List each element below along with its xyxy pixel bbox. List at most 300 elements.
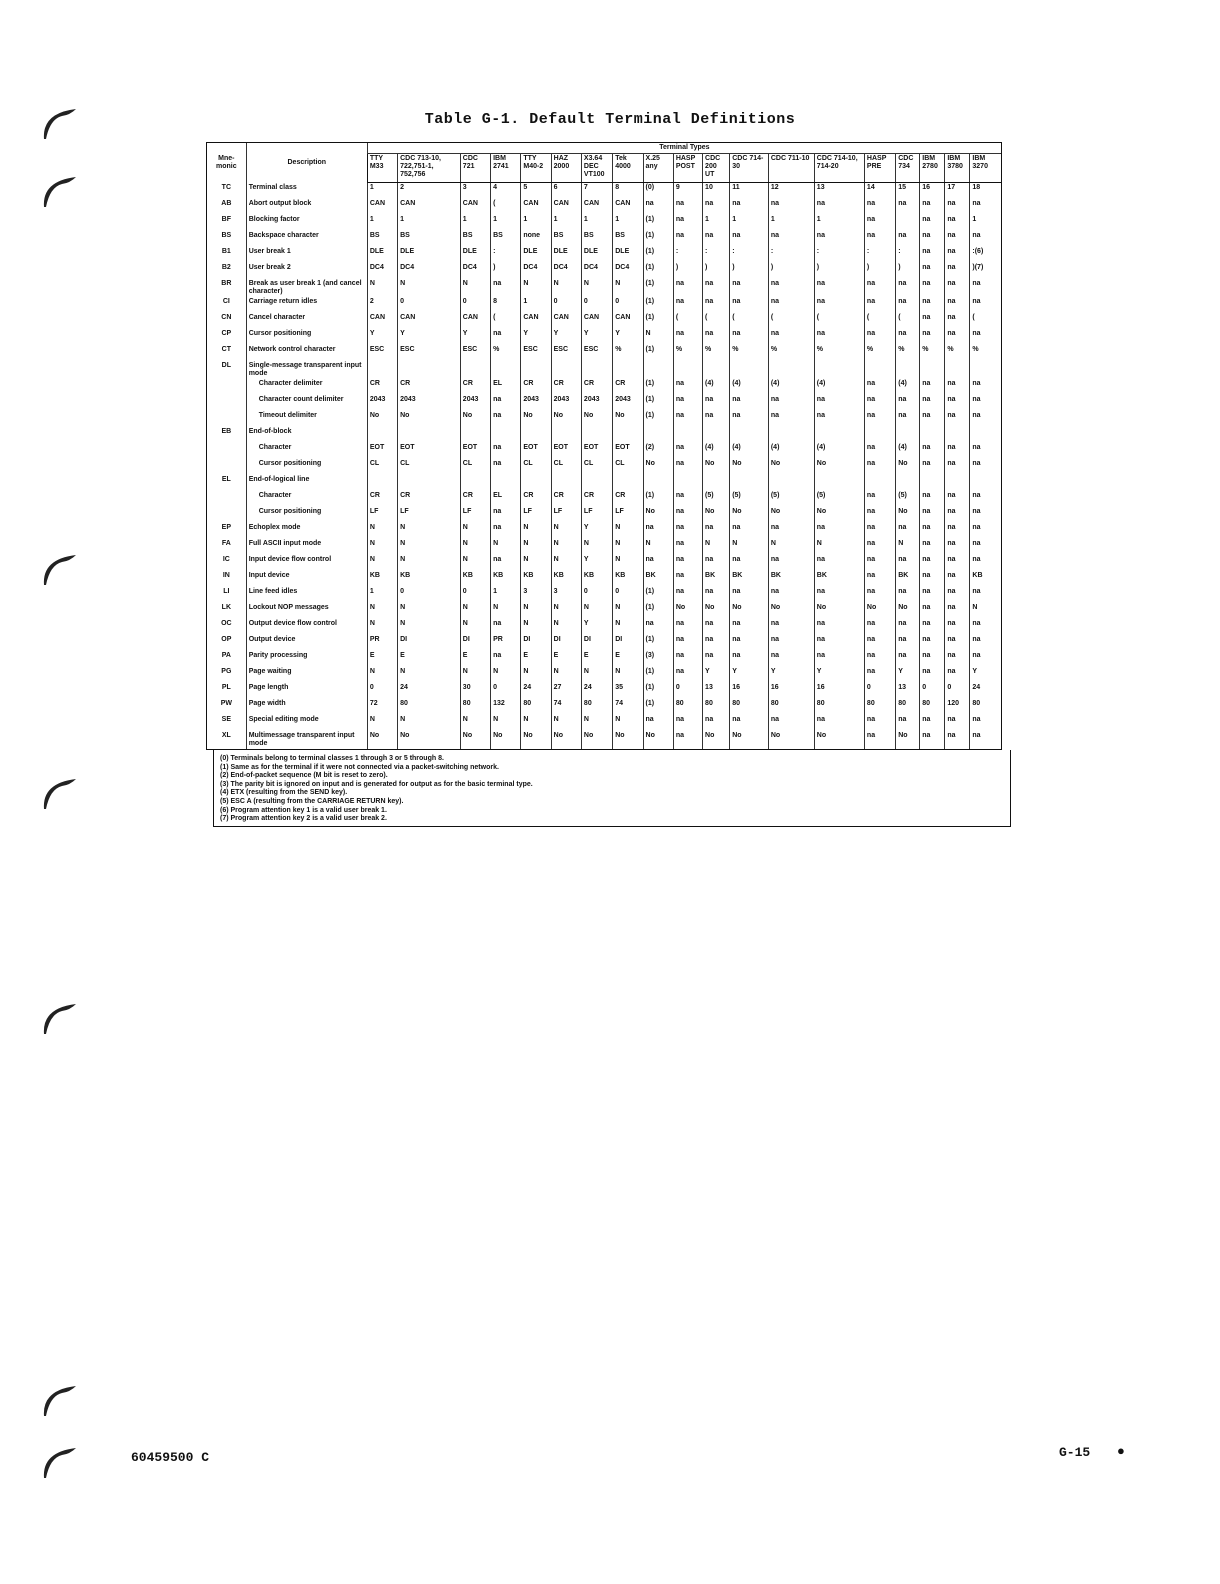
- table-footnotes: [213, 750, 1011, 827]
- value-cell: na: [945, 411, 970, 427]
- value-cell: na: [945, 555, 970, 571]
- mnemonic-cell: [207, 459, 247, 475]
- value-cell: DC4: [581, 263, 612, 279]
- value-cell: na: [920, 539, 945, 555]
- value-cell: na: [673, 619, 702, 635]
- value-cell: na: [920, 313, 945, 329]
- table-row: [207, 635, 1002, 651]
- value-cell: na: [673, 279, 702, 297]
- description-cell: Cursor positioning: [246, 459, 367, 475]
- value-cell: 1: [581, 215, 612, 231]
- value-cell: [703, 361, 730, 379]
- value-cell: na: [768, 587, 814, 603]
- value-cell: LF: [398, 507, 461, 523]
- value-cell: DLE: [581, 247, 612, 263]
- value-cell: (1): [643, 587, 673, 603]
- mnemonic-cell: PA: [207, 651, 247, 667]
- value-cell: na: [896, 619, 920, 635]
- value-cell: na: [920, 523, 945, 539]
- table-title: Table G-1. Default Terminal Definitions: [424, 111, 796, 128]
- value-cell: na: [768, 297, 814, 313]
- value-cell: na: [673, 507, 702, 523]
- value-cell: DI: [398, 635, 461, 651]
- value-cell: na: [970, 731, 1002, 750]
- value-cell: 3: [551, 587, 581, 603]
- value-cell: (: [491, 199, 521, 215]
- value-cell: na: [864, 491, 895, 507]
- value-cell: No: [768, 731, 814, 750]
- value-cell: 74: [551, 699, 581, 715]
- value-cell: 0: [613, 587, 643, 603]
- value-cell: Y: [551, 329, 581, 345]
- value-cell: [920, 427, 945, 443]
- description-cell: Network control character: [246, 345, 367, 361]
- description-cell: End-of-block: [246, 427, 367, 443]
- mnemonic-cell: PL: [207, 683, 247, 699]
- table-row: [207, 699, 1002, 715]
- value-cell: na: [768, 411, 814, 427]
- value-cell: na: [768, 555, 814, 571]
- value-cell: na: [864, 571, 895, 587]
- value-cell: (0): [643, 183, 673, 200]
- value-cell: na: [920, 199, 945, 215]
- value-cell: No: [730, 507, 769, 523]
- value-cell: na: [814, 231, 864, 247]
- value-cell: 24: [398, 683, 461, 699]
- table-row: [207, 263, 1002, 279]
- value-cell: [613, 427, 643, 443]
- value-cell: [643, 361, 673, 379]
- value-cell: N: [521, 539, 551, 555]
- value-cell: 2043: [613, 395, 643, 411]
- value-cell: [581, 361, 612, 379]
- value-cell: BS: [460, 231, 490, 247]
- value-cell: CR: [613, 379, 643, 395]
- value-cell: na: [643, 715, 673, 731]
- punch-hole-mark: [40, 1444, 82, 1480]
- value-cell: na: [970, 635, 1002, 651]
- value-cell: 1: [521, 297, 551, 313]
- value-cell: [367, 475, 397, 491]
- value-cell: DLE: [460, 247, 490, 263]
- value-cell: N: [551, 539, 581, 555]
- value-cell: E: [460, 651, 490, 667]
- terminal-type-header: IBM 2741: [491, 154, 521, 183]
- value-cell: N: [398, 603, 461, 619]
- value-cell: [521, 361, 551, 379]
- value-cell: na: [730, 635, 769, 651]
- value-cell: :(6): [970, 247, 1002, 263]
- description-header: Description: [246, 143, 367, 183]
- value-cell: (5): [896, 491, 920, 507]
- value-cell: na: [864, 297, 895, 313]
- value-cell: No: [521, 411, 551, 427]
- value-cell: na: [864, 539, 895, 555]
- value-cell: 2: [367, 297, 397, 313]
- value-cell: No: [551, 731, 581, 750]
- value-cell: No: [814, 603, 864, 619]
- value-cell: CR: [398, 379, 461, 395]
- value-cell: na: [920, 215, 945, 231]
- value-cell: na: [970, 379, 1002, 395]
- value-cell: na: [673, 523, 702, 539]
- value-cell: (: [864, 313, 895, 329]
- terminal-type-header: IBM 3270: [970, 154, 1002, 183]
- value-cell: na: [491, 523, 521, 539]
- value-cell: na: [945, 539, 970, 555]
- value-cell: LF: [613, 507, 643, 523]
- value-cell: [703, 475, 730, 491]
- value-cell: N: [551, 619, 581, 635]
- value-cell: N: [613, 539, 643, 555]
- value-cell: na: [643, 523, 673, 539]
- value-cell: na: [864, 231, 895, 247]
- value-cell: na: [945, 491, 970, 507]
- value-cell: BS: [581, 231, 612, 247]
- value-cell: [491, 361, 521, 379]
- value-cell: CL: [460, 459, 490, 475]
- value-cell: N: [581, 603, 612, 619]
- value-cell: [864, 361, 895, 379]
- value-cell: No: [814, 731, 864, 750]
- value-cell: %: [673, 345, 702, 361]
- terminal-type-header: HASP POST: [673, 154, 702, 183]
- value-cell: [551, 475, 581, 491]
- value-cell: ESC: [398, 345, 461, 361]
- value-cell: N: [367, 619, 397, 635]
- value-cell: na: [896, 587, 920, 603]
- value-cell: N: [398, 667, 461, 683]
- value-cell: Y: [613, 329, 643, 345]
- value-cell: CAN: [398, 199, 461, 215]
- value-cell: ): [768, 263, 814, 279]
- value-cell: No: [730, 459, 769, 475]
- table-row: [207, 491, 1002, 507]
- value-cell: N: [814, 539, 864, 555]
- value-cell: (1): [643, 603, 673, 619]
- value-cell: 0: [367, 683, 397, 699]
- description-cell: Input device flow control: [246, 555, 367, 571]
- terminal-type-header: X3.64 DEC VT100: [581, 154, 612, 183]
- table-row: [207, 667, 1002, 683]
- value-cell: na: [864, 523, 895, 539]
- value-cell: na: [643, 199, 673, 215]
- value-cell: N: [491, 539, 521, 555]
- value-cell: BK: [814, 571, 864, 587]
- value-cell: Y: [581, 619, 612, 635]
- value-cell: EOT: [367, 443, 397, 459]
- value-cell: na: [896, 651, 920, 667]
- value-cell: 0: [581, 297, 612, 313]
- value-cell: 0: [551, 297, 581, 313]
- value-cell: na: [673, 635, 702, 651]
- value-cell: na: [730, 279, 769, 297]
- value-cell: EOT: [460, 443, 490, 459]
- value-cell: DC4: [613, 263, 643, 279]
- mnemonic-cell: CN: [207, 313, 247, 329]
- value-cell: na: [768, 231, 814, 247]
- description-cell: Echoplex mode: [246, 523, 367, 539]
- value-cell: DLE: [398, 247, 461, 263]
- value-cell: 7: [581, 183, 612, 200]
- value-cell: 30: [460, 683, 490, 699]
- value-cell: 1: [491, 215, 521, 231]
- value-cell: 80: [768, 699, 814, 715]
- value-cell: na: [945, 651, 970, 667]
- mnemonic-cell: XL: [207, 731, 247, 750]
- value-cell: na: [730, 651, 769, 667]
- value-cell: 1: [398, 215, 461, 231]
- value-cell: na: [920, 731, 945, 750]
- value-cell: N: [460, 603, 490, 619]
- terminal-types-header: Terminal Types: [367, 143, 1001, 154]
- value-cell: na: [945, 571, 970, 587]
- value-cell: na: [920, 555, 945, 571]
- value-cell: na: [673, 539, 702, 555]
- value-cell: N: [896, 539, 920, 555]
- value-cell: (1): [643, 395, 673, 411]
- value-cell: na: [814, 411, 864, 427]
- value-cell: 0: [581, 587, 612, 603]
- value-cell: 13: [703, 683, 730, 699]
- value-cell: BS: [398, 231, 461, 247]
- value-cell: :: [703, 247, 730, 263]
- value-cell: 17: [945, 183, 970, 200]
- value-cell: na: [673, 459, 702, 475]
- value-cell: N: [521, 667, 551, 683]
- value-cell: na: [673, 555, 702, 571]
- value-cell: BS: [613, 231, 643, 247]
- value-cell: :: [730, 247, 769, 263]
- mnemonic-cell: B1: [207, 247, 247, 263]
- value-cell: na: [491, 395, 521, 411]
- value-cell: na: [920, 715, 945, 731]
- value-cell: 3: [460, 183, 490, 200]
- value-cell: (1): [643, 297, 673, 313]
- value-cell: PR: [491, 635, 521, 651]
- value-cell: CAN: [460, 199, 490, 215]
- value-cell: na: [814, 587, 864, 603]
- value-cell: :: [768, 247, 814, 263]
- value-cell: na: [703, 587, 730, 603]
- value-cell: ): [814, 263, 864, 279]
- value-cell: na: [730, 555, 769, 571]
- value-cell: No: [703, 507, 730, 523]
- value-cell: (4): [896, 379, 920, 395]
- value-cell: CAN: [581, 199, 612, 215]
- value-cell: [398, 427, 461, 443]
- value-cell: [945, 427, 970, 443]
- value-cell: (: [896, 313, 920, 329]
- value-cell: 0: [398, 587, 461, 603]
- value-cell: na: [491, 619, 521, 635]
- value-cell: N: [551, 555, 581, 571]
- mnemonic-cell: B2: [207, 263, 247, 279]
- value-cell: CL: [398, 459, 461, 475]
- description-cell: Carriage return idles: [246, 297, 367, 313]
- value-cell: ESC: [367, 345, 397, 361]
- value-cell: na: [945, 587, 970, 603]
- value-cell: CL: [521, 459, 551, 475]
- value-cell: (5): [814, 491, 864, 507]
- value-cell: na: [768, 651, 814, 667]
- mnemonic-cell: CP: [207, 329, 247, 345]
- value-cell: CL: [551, 459, 581, 475]
- value-cell: na: [896, 329, 920, 345]
- value-cell: Y: [521, 329, 551, 345]
- description-cell: Parity processing: [246, 651, 367, 667]
- value-cell: 12: [768, 183, 814, 200]
- value-cell: (1): [643, 279, 673, 297]
- mnemonic-header: Mne- monic: [207, 143, 247, 183]
- description-cell: Character count delimiter: [246, 395, 367, 411]
- value-cell: [460, 427, 490, 443]
- value-cell: N: [398, 539, 461, 555]
- value-cell: Y: [581, 555, 612, 571]
- value-cell: na: [730, 199, 769, 215]
- value-cell: (4): [896, 443, 920, 459]
- value-cell: na: [703, 297, 730, 313]
- description-cell: User break 1: [246, 247, 367, 263]
- value-cell: No: [460, 731, 490, 750]
- value-cell: 74: [613, 699, 643, 715]
- value-cell: na: [703, 395, 730, 411]
- footnote: (3) The parity bit is ignored on input and is generated for output as for the basic terminal type.: [220, 780, 533, 788]
- value-cell: na: [673, 379, 702, 395]
- value-cell: 13: [896, 683, 920, 699]
- value-cell: na: [945, 263, 970, 279]
- value-cell: DI: [521, 635, 551, 651]
- value-cell: N: [460, 539, 490, 555]
- description-cell: Line feed idles: [246, 587, 367, 603]
- value-cell: CR: [613, 491, 643, 507]
- value-cell: 24: [581, 683, 612, 699]
- value-cell: CR: [460, 379, 490, 395]
- value-cell: [970, 475, 1002, 491]
- value-cell: na: [920, 247, 945, 263]
- value-cell: 0: [398, 297, 461, 313]
- value-cell: [896, 427, 920, 443]
- value-cell: KB: [460, 571, 490, 587]
- value-cell: na: [673, 297, 702, 313]
- terminal-type-header: CDC 734: [896, 154, 920, 183]
- value-cell: E: [551, 651, 581, 667]
- value-cell: 0: [945, 683, 970, 699]
- footnote: (4) ETX (resulting from the SEND key).: [220, 789, 348, 797]
- value-cell: 3: [521, 587, 551, 603]
- punch-hole-mark: [40, 551, 82, 587]
- value-cell: N: [460, 619, 490, 635]
- value-cell: CAN: [581, 313, 612, 329]
- value-cell: na: [730, 231, 769, 247]
- value-cell: [920, 475, 945, 491]
- value-cell: na: [864, 395, 895, 411]
- value-cell: N: [613, 603, 643, 619]
- value-cell: na: [896, 411, 920, 427]
- value-cell: [864, 475, 895, 491]
- value-cell: No: [613, 411, 643, 427]
- value-cell: na: [920, 491, 945, 507]
- value-cell: na: [945, 507, 970, 523]
- value-cell: na: [945, 279, 970, 297]
- value-cell: na: [920, 279, 945, 297]
- terminal-type-header: CDC 714-10, 714-20: [814, 154, 864, 183]
- value-cell: E: [613, 651, 643, 667]
- value-cell: DLE: [551, 247, 581, 263]
- value-cell: 27: [551, 683, 581, 699]
- value-cell: (: [491, 313, 521, 329]
- value-cell: na: [970, 587, 1002, 603]
- value-cell: na: [703, 329, 730, 345]
- value-cell: N: [491, 667, 521, 683]
- value-cell: [730, 427, 769, 443]
- value-cell: N: [460, 667, 490, 683]
- value-cell: 80: [703, 699, 730, 715]
- value-cell: na: [673, 231, 702, 247]
- value-cell: N: [613, 523, 643, 539]
- value-cell: [730, 475, 769, 491]
- value-cell: na: [864, 667, 895, 683]
- value-cell: N: [367, 523, 397, 539]
- value-cell: na: [896, 523, 920, 539]
- value-cell: na: [864, 555, 895, 571]
- value-cell: N: [521, 523, 551, 539]
- value-cell: %: [730, 345, 769, 361]
- value-cell: 0: [613, 297, 643, 313]
- table-body: [207, 183, 1002, 750]
- value-cell: DI: [613, 635, 643, 651]
- value-cell: LF: [521, 507, 551, 523]
- description-cell: Page width: [246, 699, 367, 715]
- value-cell: 8: [613, 183, 643, 200]
- table-row: [207, 651, 1002, 667]
- value-cell: na: [920, 443, 945, 459]
- value-cell: CAN: [367, 313, 397, 329]
- value-cell: na: [896, 635, 920, 651]
- value-cell: na: [945, 215, 970, 231]
- value-cell: No: [643, 731, 673, 750]
- table-row: [207, 683, 1002, 699]
- value-cell: [970, 361, 1002, 379]
- mnemonic-cell: CI: [207, 297, 247, 313]
- value-cell: CL: [613, 459, 643, 475]
- value-cell: na: [920, 603, 945, 619]
- terminal-type-header: HAZ 2000: [551, 154, 581, 183]
- value-cell: DI: [551, 635, 581, 651]
- mnemonic-cell: BF: [207, 215, 247, 231]
- value-cell: 80: [920, 699, 945, 715]
- value-cell: [673, 427, 702, 443]
- value-cell: [643, 427, 673, 443]
- value-cell: na: [970, 523, 1002, 539]
- value-cell: na: [945, 379, 970, 395]
- value-cell: No: [398, 731, 461, 750]
- description-cell: Input device: [246, 571, 367, 587]
- value-cell: ESC: [460, 345, 490, 361]
- footnote: (2) End-of-packet sequence (M bit is reset to zero).: [220, 772, 388, 780]
- value-cell: %: [896, 345, 920, 361]
- value-cell: [460, 361, 490, 379]
- value-cell: No: [896, 459, 920, 475]
- value-cell: DI: [581, 635, 612, 651]
- value-cell: na: [920, 651, 945, 667]
- value-cell: 1: [367, 215, 397, 231]
- value-cell: 35: [613, 683, 643, 699]
- terminal-type-header: CDC 721: [460, 154, 490, 183]
- value-cell: [613, 361, 643, 379]
- value-cell: na: [703, 619, 730, 635]
- value-cell: (1): [643, 247, 673, 263]
